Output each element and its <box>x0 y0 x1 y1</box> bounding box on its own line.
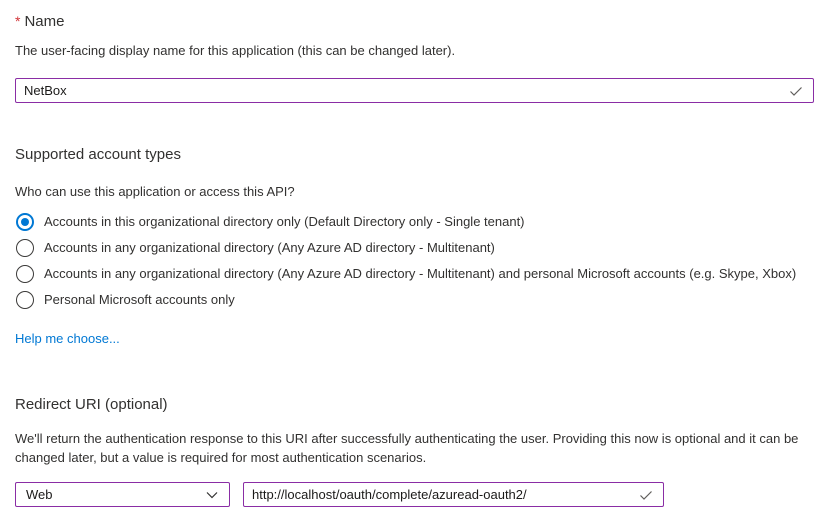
radio-button-icon[interactable] <box>16 213 34 231</box>
radio-option-label[interactable]: Accounts in this organizational directory only (Default Directory only - Single tenant) <box>44 214 525 229</box>
name-input-wrap <box>15 78 814 103</box>
name-hint-text: The user-facing display name for this application (this can be changed later). <box>15 43 456 58</box>
radio-button-icon[interactable] <box>16 291 34 309</box>
account-types-question: Who can use this application or access this API? <box>15 184 295 199</box>
radio-option-single-tenant[interactable] <box>15 209 829 235</box>
platform-select-value: Web <box>26 487 53 502</box>
account-types-radio-group <box>15 209 829 313</box>
radio-option-label[interactable]: Accounts in any organizational directory (Any Azure AD directory - Multitenant) <box>44 240 495 255</box>
radio-option-multitenant[interactable] <box>15 235 829 261</box>
radio-button-icon[interactable] <box>16 239 34 257</box>
name-label: Name <box>24 13 65 30</box>
required-asterisk: * <box>15 13 21 29</box>
name-section-heading <box>15 12 829 31</box>
radio-option-personal-only[interactable] <box>15 287 829 313</box>
redirect-uri-input[interactable] <box>243 482 664 507</box>
radio-option-label[interactable]: Accounts in any organizational directory (Any Azure AD directory - Multitenant) and personal Microsoft accounts (e.g. Skype, Xbox) <box>44 266 797 281</box>
platform-select[interactable] <box>15 482 230 507</box>
help-me-choose-link[interactable]: Help me choose... <box>15 331 120 346</box>
redirect-uri-description: We'll return the authentication response to this URI after successfully authenticating the user. Providing this now is optional and it can be changed later, but a value is required for most authentication scenarios. <box>15 431 799 465</box>
chevron-down-icon <box>205 488 219 502</box>
account-types-heading: Supported account types <box>15 146 181 163</box>
redirect-uri-input-wrap <box>243 482 664 507</box>
radio-option-multitenant-personal[interactable] <box>15 261 829 287</box>
name-input[interactable] <box>15 78 814 103</box>
redirect-uri-controls <box>15 482 829 507</box>
radio-button-icon[interactable] <box>16 265 34 283</box>
redirect-uri-heading: Redirect URI (optional) <box>15 396 168 413</box>
radio-option-label[interactable]: Personal Microsoft accounts only <box>44 292 235 307</box>
